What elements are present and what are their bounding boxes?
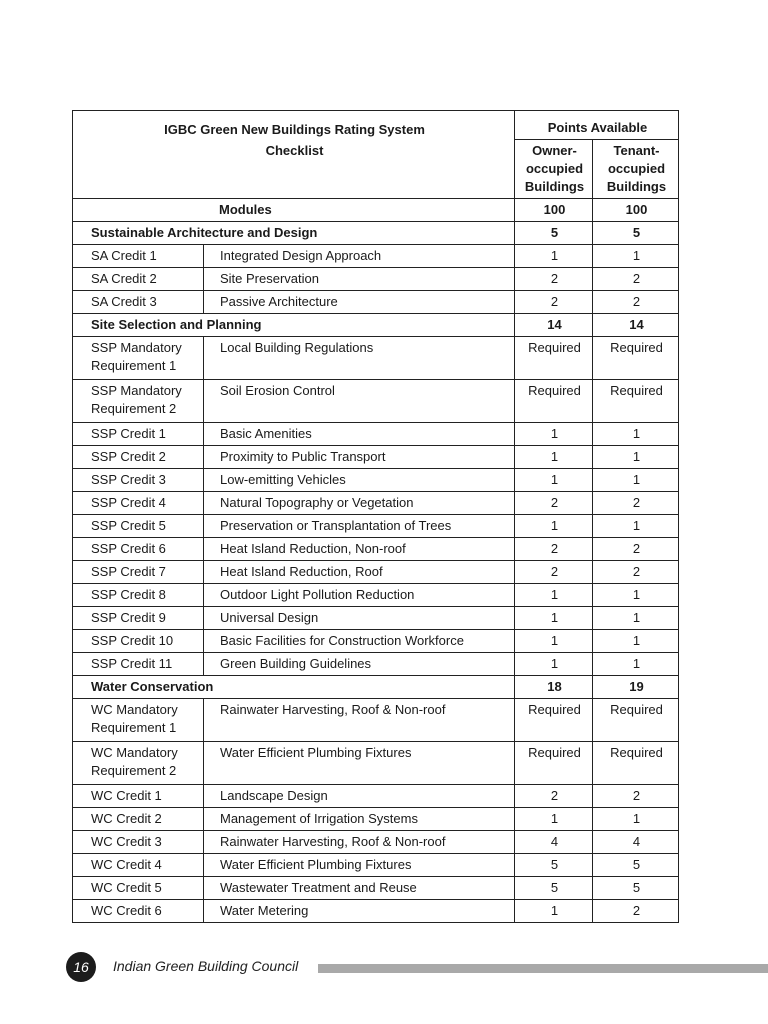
credit-name: Water Metering [204,900,515,923]
credit-code: WC Credit 2 [73,808,204,831]
owner-points: 1 [515,446,593,469]
owner-points: 2 [515,291,593,314]
modules-tenant-total: 100 [593,199,679,222]
modules-row [73,199,679,222]
credit-code: WC Mandatory Requirement 2 [73,742,204,785]
credit-name: Local Building Regulations [204,337,515,380]
credit-code: WC Credit 5 [73,877,204,900]
section-owner-points: 5 [515,222,593,245]
owner-points: 2 [515,538,593,561]
credit-name: Soil Erosion Control [204,380,515,423]
credit-name: Heat Island Reduction, Non-roof [204,538,515,561]
credit-code: SSP Credit 4 [73,492,204,515]
credit-name: Universal Design [204,607,515,630]
credit-code: WC Mandatory Requirement 1 [73,699,204,742]
table-row [73,538,679,561]
section-title: Site Selection and Planning [73,314,515,337]
tenant-points: 5 [593,877,679,900]
owner-points: 2 [515,268,593,291]
table-row [73,808,679,831]
table-row [73,854,679,877]
table-row [73,607,679,630]
tenant-points: Required [593,380,679,423]
credit-name: Basic Amenities [204,423,515,446]
owner-points: Required [515,337,593,380]
owner-points: 2 [515,785,593,808]
credit-name: Preservation or Transplantation of Trees [204,515,515,538]
owner-points: 1 [515,584,593,607]
table-row [73,584,679,607]
credit-name: Wastewater Treatment and Reuse [204,877,515,900]
table-title: IGBC Green New Buildings Rating System [164,122,425,137]
tenant-points: 2 [593,785,679,808]
section-row [73,676,679,699]
credit-code: WC Credit 1 [73,785,204,808]
owner-points: 1 [515,607,593,630]
table-row [73,245,679,268]
table-row [73,900,679,923]
credit-name: Passive Architecture [204,291,515,314]
credit-code: SA Credit 2 [73,268,204,291]
credit-name: Green Building Guidelines [204,653,515,676]
credit-name: Natural Topography or Vegetation [204,492,515,515]
credit-name: Water Efficient Plumbing Fixtures [204,854,515,877]
table-row [73,380,679,423]
table-body [73,111,679,923]
credit-code: WC Credit 4 [73,854,204,877]
credit-name: Integrated Design Approach [204,245,515,268]
section-tenant-points: 14 [593,314,679,337]
credit-name: Water Efficient Plumbing Fixtures [204,742,515,785]
credit-name: Proximity to Public Transport [204,446,515,469]
owner-points: 4 [515,831,593,854]
credit-name: Rainwater Harvesting, Roof & Non-roof [204,699,515,742]
table-row [73,423,679,446]
tenant-points: Required [593,699,679,742]
tenant-points: 1 [593,584,679,607]
owner-points: 1 [515,900,593,923]
table-row [73,785,679,808]
owner-points: 1 [515,630,593,653]
tenant-points: 1 [593,423,679,446]
table-row [73,699,679,742]
tenant-occupied-header: Tenant- occupied Buildings [593,140,679,199]
table-row [73,337,679,380]
credit-name: Heat Island Reduction, Roof [204,561,515,584]
table-row [73,515,679,538]
credit-code: WC Credit 6 [73,900,204,923]
points-available-header: Points Available [515,111,679,140]
tenant-points: 4 [593,831,679,854]
owner-points: 1 [515,515,593,538]
tenant-points: 1 [593,446,679,469]
footer-bar [318,964,768,973]
owner-points: 1 [515,653,593,676]
table-row [73,469,679,492]
credit-code: WC Credit 3 [73,831,204,854]
credit-code: SSP Credit 3 [73,469,204,492]
credit-code: SSP Mandatory Requirement 2 [73,380,204,423]
credit-code: SSP Credit 1 [73,423,204,446]
table-row [73,446,679,469]
table-row [73,492,679,515]
credit-name: Basic Facilities for Construction Workforce [204,630,515,653]
owner-points: 1 [515,808,593,831]
credit-name: Management of Irrigation Systems [204,808,515,831]
section-owner-points: 14 [515,314,593,337]
table-row [73,877,679,900]
table-row [73,630,679,653]
table-subtitle: Checklist [265,143,324,158]
tenant-points: 1 [593,808,679,831]
table-row [73,561,679,584]
tenant-points: 2 [593,561,679,584]
table-row [73,653,679,676]
owner-points: 2 [515,492,593,515]
owner-points: 1 [515,423,593,446]
section-row [73,314,679,337]
tenant-points: 1 [593,245,679,268]
section-tenant-points: 5 [593,222,679,245]
table-row [73,831,679,854]
section-owner-points: 18 [515,676,593,699]
owner-occupied-header: Owner- occupied Buildings [515,140,593,199]
tenant-points: 1 [593,630,679,653]
tenant-points: 2 [593,492,679,515]
credit-code: SSP Credit 2 [73,446,204,469]
credit-name: Outdoor Light Pollution Reduction [204,584,515,607]
tenant-points: Required [593,742,679,785]
section-tenant-points: 19 [593,676,679,699]
credit-code: SA Credit 1 [73,245,204,268]
tenant-points: 1 [593,653,679,676]
tenant-points: Required [593,337,679,380]
credit-name: Low-emitting Vehicles [204,469,515,492]
page-number-badge: 16 [66,952,96,982]
tenant-points: 2 [593,291,679,314]
owner-points: Required [515,742,593,785]
tenant-points: 2 [593,268,679,291]
section-row [73,222,679,245]
tenant-points: 2 [593,900,679,923]
modules-label: Modules [73,199,515,222]
tenant-points: 1 [593,607,679,630]
credit-name: Rainwater Harvesting, Roof & Non-roof [204,831,515,854]
footer-organization: Indian Green Building Council [113,958,299,974]
owner-points: 5 [515,877,593,900]
section-title: Sustainable Architecture and Design [73,222,515,245]
credit-code: SSP Credit 7 [73,561,204,584]
credit-code: SSP Credit 5 [73,515,204,538]
owner-points: 1 [515,469,593,492]
tenant-points: 5 [593,854,679,877]
credit-code: SA Credit 3 [73,291,204,314]
tenant-points: 2 [593,538,679,561]
credit-code: SSP Credit 9 [73,607,204,630]
tenant-points: 1 [593,515,679,538]
section-title: Water Conservation [73,676,515,699]
credit-code: SSP Credit 6 [73,538,204,561]
owner-points: 5 [515,854,593,877]
credit-name: Site Preservation [204,268,515,291]
table-row [73,291,679,314]
rating-checklist-table [72,110,679,923]
table-row [73,268,679,291]
owner-points: Required [515,699,593,742]
credit-code: SSP Credit 11 [73,653,204,676]
tenant-points: 1 [593,469,679,492]
owner-points: 1 [515,245,593,268]
modules-owner-total: 100 [515,199,593,222]
owner-points: 2 [515,561,593,584]
credit-code: SSP Credit 8 [73,584,204,607]
credit-code: SSP Mandatory Requirement 1 [73,337,204,380]
credit-code: SSP Credit 10 [73,630,204,653]
table-row [73,742,679,785]
table-title-cell [73,111,515,199]
credit-name: Landscape Design [204,785,515,808]
owner-points: Required [515,380,593,423]
header-row-1 [73,111,679,140]
